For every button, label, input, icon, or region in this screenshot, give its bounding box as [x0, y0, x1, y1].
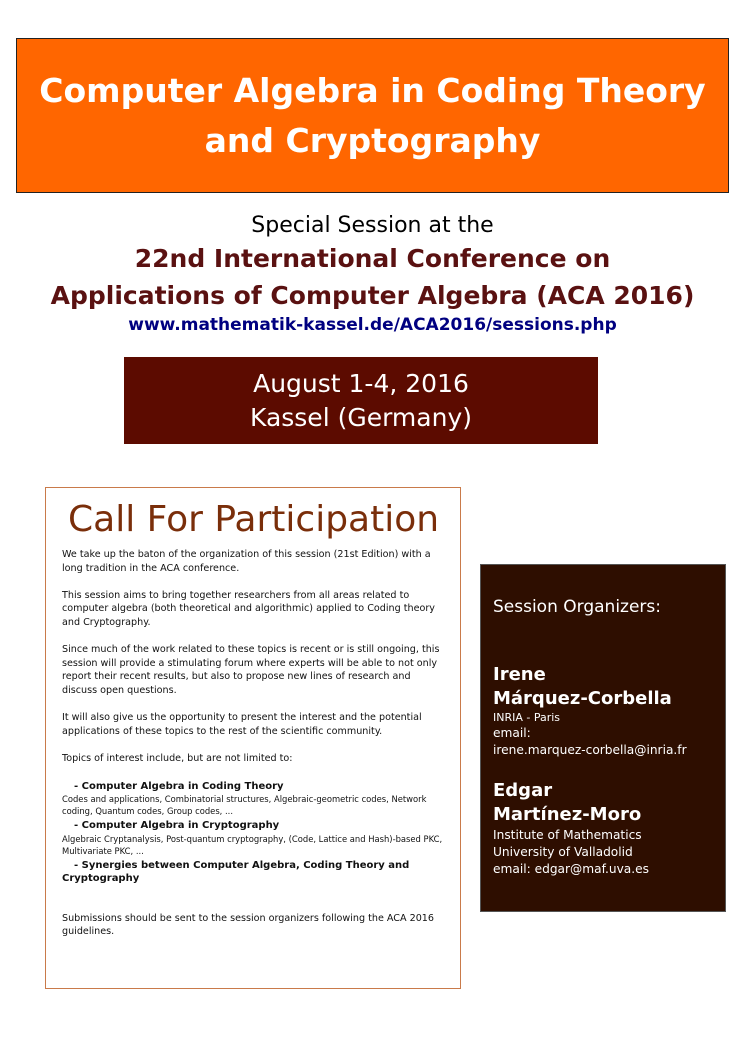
organizer-affiliation-2: University of Valladolid [493, 845, 633, 859]
cfp-body [62, 548, 446, 953]
organizer-affiliation-1: Institute of Mathematics [493, 828, 642, 842]
organizer-name-first: Irene [493, 664, 546, 685]
cfp-paragraph-4: It will also give us the opportunity to present the interest and the potential applications of these topics to the rest of the scientific community. [62, 712, 422, 737]
topic-item [62, 859, 446, 886]
organizer-email-label: email: [493, 726, 531, 740]
cfp-paragraph-2: This session aims to bring together researchers from all areas related to computer algebra (both theoretical and algorithmic) applied to Coding theory and Cryptography. [62, 589, 435, 628]
topic-item [62, 819, 446, 857]
organizer-name-first: Edgar [493, 780, 553, 801]
event-location: Kassel (Germany) [249, 402, 472, 432]
conference-url[interactable]: www.mathematik-kassel.de/ACA2016/sessions.php [128, 315, 617, 335]
topic-title: - Computer Algebra in Coding Theory [74, 780, 284, 792]
conference-line-2: Applications of Computer Algebra (ACA 2016) [50, 281, 695, 310]
event-date-box [124, 357, 598, 444]
organizer-email[interactable]: email: edgar@maf.uva.es [493, 862, 649, 876]
cfp-paragraph-1: We take up the baton of the organization of this session (21st Edition) with a long tradition in the ACA conference. [62, 549, 431, 574]
topic-description: Algebraic Cryptanalysis, Post-quantum cryptography, (Code, Lattice and Hash)-based PKC, Multivariate PKC, ... [62, 833, 443, 856]
topics-intro: Topics of interest include, but are not limited to: [62, 752, 293, 764]
topic-item [62, 780, 446, 818]
cfp-heading: Call For Participation [68, 499, 440, 540]
title-line-1: Computer Algebra in Coding Theory [39, 70, 706, 110]
organizer-name-last: Márquez-Corbella [493, 688, 672, 709]
topic-title: - Computer Algebra in Cryptography [74, 820, 280, 832]
topic-title: - Synergies between Computer Algebra, Coding Theory and Cryptography [62, 859, 410, 885]
session-intro: Special Session at the [251, 213, 494, 238]
cfp-paragraph-3: Since much of the work related to these topics is recent or is still ongoing, this session will provide a stimulating forum where experts will be able to not only report their recent results, but also to propose new lines of research and discuss open questions. [62, 644, 440, 696]
title-banner [16, 38, 729, 193]
topic-description: Codes and applications, Combinatorial structures, Algebraic-geometric codes, Network coding, Quantum codes, Group codes, ... [62, 794, 427, 817]
organizer-card [493, 663, 723, 759]
conference-line-1: 22nd International Conference on [134, 244, 611, 273]
topics-list [62, 780, 446, 886]
session-organizers-box [480, 564, 726, 912]
organizer-name-last: Martínez-Moro [493, 804, 642, 825]
event-dates: August 1-4, 2016 [253, 368, 469, 398]
organizer-card [493, 779, 723, 878]
organizer-affiliation: INRIA - Paris [493, 711, 561, 724]
call-for-participation-box [45, 487, 461, 989]
organizers-heading: Session Organizers: [493, 597, 661, 617]
title-line-2: and Cryptography [204, 120, 541, 160]
submissions-note: Submissions should be sent to the session organizers following the ACA 2016 guidelines. [62, 912, 435, 938]
organizer-email[interactable]: irene.marquez-corbella@inria.fr [493, 743, 687, 757]
